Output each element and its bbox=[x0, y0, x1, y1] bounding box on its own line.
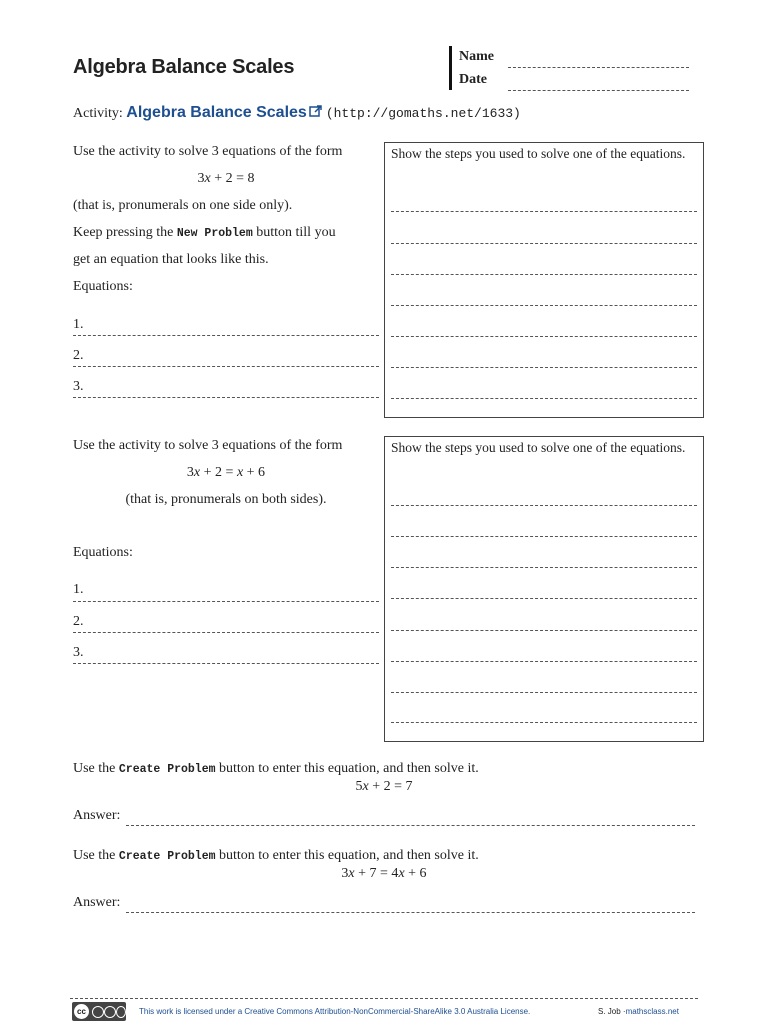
cc-license-badge[interactable] bbox=[72, 1002, 126, 1021]
s4-post: button to enter this equation, and then solve it. bbox=[219, 848, 479, 863]
name-field[interactable] bbox=[508, 67, 689, 68]
footer-site[interactable]: mathsclass.net bbox=[625, 1007, 679, 1016]
activity-line bbox=[73, 104, 521, 122]
s1-step-line bbox=[391, 243, 697, 244]
s4-equation: 3x + 7 = 4x + 6 bbox=[341, 866, 427, 881]
s2-eq-number: 2. bbox=[73, 614, 84, 629]
s4-instruction bbox=[73, 848, 479, 864]
create-problem-button-name: Create Problem bbox=[118, 763, 216, 776]
s2-equations-label: Equations: bbox=[73, 545, 133, 560]
s1-keep-line2: get an equation that looks like this. bbox=[73, 252, 269, 267]
footer-credit: S. Job ·mathsclass.net bbox=[598, 1007, 679, 1016]
s2-step-line bbox=[391, 630, 697, 631]
new-problem-button-name: New Problem bbox=[176, 227, 253, 240]
create-problem-button-name: Create Problem bbox=[118, 850, 216, 863]
sa-icon bbox=[116, 1006, 126, 1018]
s2-equation: 3x + 2 = x + 6 bbox=[186, 465, 266, 480]
s3-instruction bbox=[73, 761, 479, 777]
s4-answer-label: Answer: bbox=[73, 895, 121, 910]
s1-keep-pre: Keep pressing the bbox=[73, 225, 174, 240]
external-link-icon[interactable] bbox=[309, 104, 323, 118]
s1-intro: Use the activity to solve 3 equations of the form bbox=[73, 144, 343, 159]
s1-keep-line bbox=[73, 225, 336, 241]
s1-step-line bbox=[391, 305, 697, 306]
s1-step-line bbox=[391, 274, 697, 275]
s1-eq-answer-line[interactable] bbox=[73, 366, 379, 367]
name-label: Name bbox=[459, 49, 494, 64]
s4-pre: Use the bbox=[73, 848, 116, 863]
date-label: Date bbox=[459, 72, 487, 87]
s1-steps-box[interactable] bbox=[384, 142, 704, 418]
s2-step-line bbox=[391, 661, 697, 662]
s3-answer-label: Answer: bbox=[73, 808, 121, 823]
s2-note: (that is, pronumerals on both sides). bbox=[125, 492, 327, 507]
s2-intro: Use the activity to solve 3 equations of the form bbox=[73, 438, 343, 453]
nc-icon bbox=[104, 1006, 116, 1018]
s1-eq-answer-line[interactable] bbox=[73, 397, 379, 398]
s2-eq-number: 1. bbox=[73, 582, 84, 597]
s2-eq-number: 3. bbox=[73, 645, 84, 660]
s1-eq-number: 1. bbox=[73, 317, 84, 332]
s1-step-line bbox=[391, 367, 697, 368]
s2-eq-answer-line[interactable] bbox=[73, 601, 379, 602]
s1-equation: 3x + 2 = 8 bbox=[197, 171, 255, 186]
s4-answer-line[interactable] bbox=[126, 912, 695, 913]
s2-step-line bbox=[391, 692, 697, 693]
page-title: Algebra Balance Scales bbox=[73, 56, 295, 78]
s2-step-line bbox=[391, 505, 697, 506]
s1-eq-number: 3. bbox=[73, 379, 84, 394]
s3-answer-line[interactable] bbox=[126, 825, 695, 826]
license-text[interactable]: This work is licensed under a Creative Commons Attribution-NonCommercial-ShareAlike 3.0 Australia License. bbox=[139, 1007, 531, 1016]
s2-step-line bbox=[391, 567, 697, 568]
s2-step-line bbox=[391, 536, 697, 537]
by-icon bbox=[92, 1006, 104, 1018]
cc-icon: cc bbox=[74, 1004, 89, 1019]
date-field[interactable] bbox=[508, 90, 689, 91]
s3-post: button to enter this equation, and then solve it. bbox=[219, 761, 479, 776]
header-divider bbox=[449, 46, 452, 90]
s2-eq-answer-line[interactable] bbox=[73, 632, 379, 633]
activity-link[interactable]: Algebra Balance Scales bbox=[126, 104, 307, 121]
footer-divider bbox=[70, 998, 698, 999]
s1-note: (that is, pronumerals on one side only). bbox=[73, 198, 293, 213]
activity-prefix: Activity: bbox=[73, 106, 123, 121]
s3-equation: 5x + 2 = 7 bbox=[355, 779, 413, 794]
s1-step-line bbox=[391, 398, 697, 399]
s1-eq-answer-line[interactable] bbox=[73, 335, 379, 336]
footer-author: S. Job bbox=[598, 1007, 621, 1016]
s1-step-line bbox=[391, 336, 697, 337]
s2-eq-answer-line[interactable] bbox=[73, 663, 379, 664]
s1-box-heading: Show the steps you used to solve one of the equations. bbox=[391, 146, 686, 161]
activity-url: (http://gomaths.net/1633) bbox=[325, 106, 521, 121]
s3-pre: Use the bbox=[73, 761, 116, 776]
s2-step-line bbox=[391, 598, 697, 599]
s2-step-line bbox=[391, 722, 697, 723]
s1-eq-number: 2. bbox=[73, 348, 84, 363]
s1-step-line bbox=[391, 211, 697, 212]
s2-steps-box[interactable] bbox=[384, 436, 704, 742]
s2-box-heading: Show the steps you used to solve one of the equations. bbox=[391, 440, 686, 455]
s1-equations-label: Equations: bbox=[73, 279, 133, 294]
s1-keep-post: button till you bbox=[256, 225, 336, 240]
